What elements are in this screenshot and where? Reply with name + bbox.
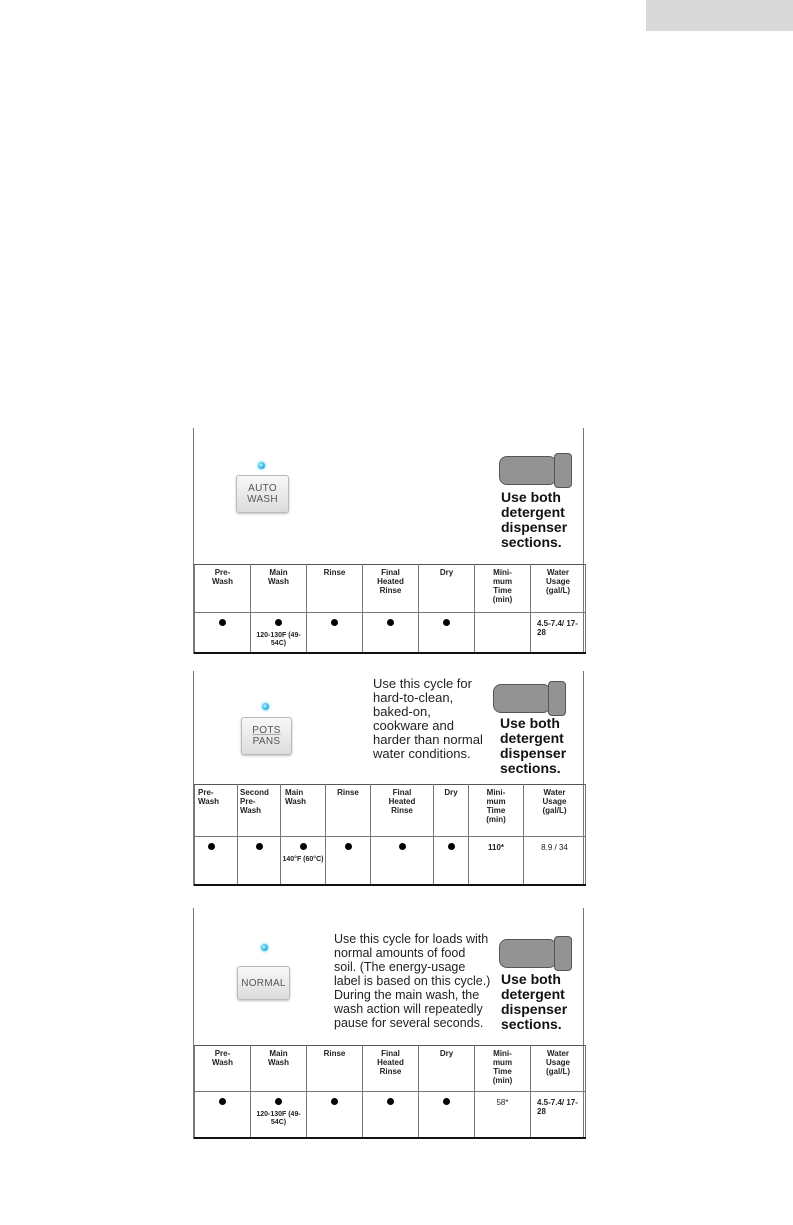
dispenser-note: Use both detergent dispenser sections. (501, 971, 568, 1032)
header-final-heated-rinse: Final Heated Rinse (363, 1046, 419, 1092)
step-included-dot-icon (331, 619, 338, 626)
detergent-dispenser-icon (493, 681, 567, 716)
step-included-dot-icon (275, 619, 282, 626)
header-water-usage: Water Usage (gal/L) (531, 565, 586, 613)
cell-water-usage: 4.5-7.4/ 17-28 (531, 613, 586, 653)
cell-minimum-time: 58* (475, 1092, 531, 1138)
header-minimum-time: Mini- mum Time (min) (469, 785, 524, 837)
step-included-dot-icon (387, 1098, 394, 1105)
indicator-light-icon (258, 462, 265, 469)
header-water-usage: Water Usage (gal/L) (531, 1046, 586, 1092)
header-pre-wash: Pre- Wash (195, 1046, 251, 1092)
cell-main-wash: 120-130F (49-54C) (251, 613, 307, 653)
step-included-dot-icon (300, 843, 307, 850)
cell-final-heated-rinse (363, 613, 419, 653)
header-minimum-time: Mini- mum Time (min) (475, 1046, 531, 1092)
cell-rinse (326, 837, 371, 885)
cycle-auto-wash (193, 428, 584, 654)
button-label-line: AUTO (248, 483, 277, 494)
detergent-dispenser-icon (499, 453, 573, 488)
cell-second-pre-wash (238, 837, 281, 885)
cell-main-wash: 120-130F (49-54C) (251, 1092, 307, 1138)
cycle-table (194, 1045, 586, 1139)
cycle-header (194, 671, 583, 784)
step-included-dot-icon (387, 619, 394, 626)
header-final-heated-rinse: Final Heated Rinse (371, 785, 434, 837)
cell-dry (434, 837, 469, 885)
cycle-description: Use this cycle for hard-to-clean, baked-on, cookware and harder than normal water conditions. (373, 676, 483, 761)
cell-final-heated-rinse (363, 1092, 419, 1138)
indicator-light-icon (261, 944, 268, 951)
indicator-light-icon (262, 703, 269, 710)
step-included-dot-icon (219, 1098, 226, 1105)
cell-dry (419, 1092, 475, 1138)
cell-main-wash: 140°F (60°C) (281, 837, 326, 885)
cycle-normal (193, 908, 584, 1139)
detergent-dispenser-icon (499, 936, 573, 971)
button-label-line: POTS (252, 725, 281, 736)
header-rinse: Rinse (307, 1046, 363, 1092)
button-label-line: NORMAL (241, 977, 286, 989)
cell-water-usage: 4.5-7.4/ 17-28 (531, 1092, 586, 1138)
cell-minimum-time: 110* (469, 837, 524, 885)
cell-dry (419, 613, 475, 653)
header-main-wash: Main Wash (251, 1046, 307, 1092)
auto-wash-button[interactable] (236, 475, 289, 513)
step-included-dot-icon (275, 1098, 282, 1105)
step-included-dot-icon (208, 843, 215, 850)
normal-button[interactable] (237, 966, 290, 1000)
button-label-line: WASH (247, 494, 278, 505)
cell-pre-wash (195, 613, 251, 653)
cell-final-heated-rinse (371, 837, 434, 885)
cell-rinse (307, 1092, 363, 1138)
cycle-table (194, 564, 586, 654)
dispenser-note: Use both detergent dispenser sections. (500, 715, 567, 776)
cell-rinse (307, 613, 363, 653)
cell-water-usage: 8.9 / 34 (524, 837, 586, 885)
step-included-dot-icon (331, 1098, 338, 1105)
dispenser-note: Use both detergent dispenser sections. (501, 489, 568, 550)
page-tab-marker (646, 0, 793, 31)
step-included-dot-icon (399, 843, 406, 850)
header-pre-wash: Pre- Wash (195, 785, 238, 837)
cell-minimum-time (475, 613, 531, 653)
header-dry: Dry (419, 1046, 475, 1092)
step-included-dot-icon (256, 843, 263, 850)
button-label-line: PANS (252, 736, 281, 747)
step-included-dot-icon (443, 619, 450, 626)
header-dry: Dry (434, 785, 469, 837)
cycle-header (194, 428, 583, 564)
cell-pre-wash (195, 837, 238, 885)
header-main-wash: Main Wash (251, 565, 307, 613)
cycle-table (194, 784, 586, 886)
header-rinse: Rinse (307, 565, 363, 613)
step-included-dot-icon (448, 843, 455, 850)
header-minimum-time: Mini- mum Time (min) (475, 565, 531, 613)
step-included-dot-icon (443, 1098, 450, 1105)
header-final-heated-rinse: Final Heated Rinse (363, 565, 419, 613)
cycle-pots-pans (193, 671, 584, 886)
cycle-description: Use this cycle for loads with normal amounts of food soil. (The energy-usage label is based on this cycle.) During the main wash, the wash action will repeatedly pause for several seconds. (334, 932, 491, 1030)
pots-pans-button[interactable] (241, 717, 292, 755)
header-pre-wash: Pre- Wash (195, 565, 251, 613)
header-dry: Dry (419, 565, 475, 613)
cycle-header (194, 908, 583, 1045)
header-rinse: Rinse (326, 785, 371, 837)
step-included-dot-icon (345, 843, 352, 850)
header-main-wash: Main Wash (281, 785, 326, 837)
cell-pre-wash (195, 1092, 251, 1138)
header-water-usage: Water Usage (gal/L) (524, 785, 586, 837)
header-second-pre-wash: Second Pre- Wash (238, 785, 281, 837)
step-included-dot-icon (219, 619, 226, 626)
